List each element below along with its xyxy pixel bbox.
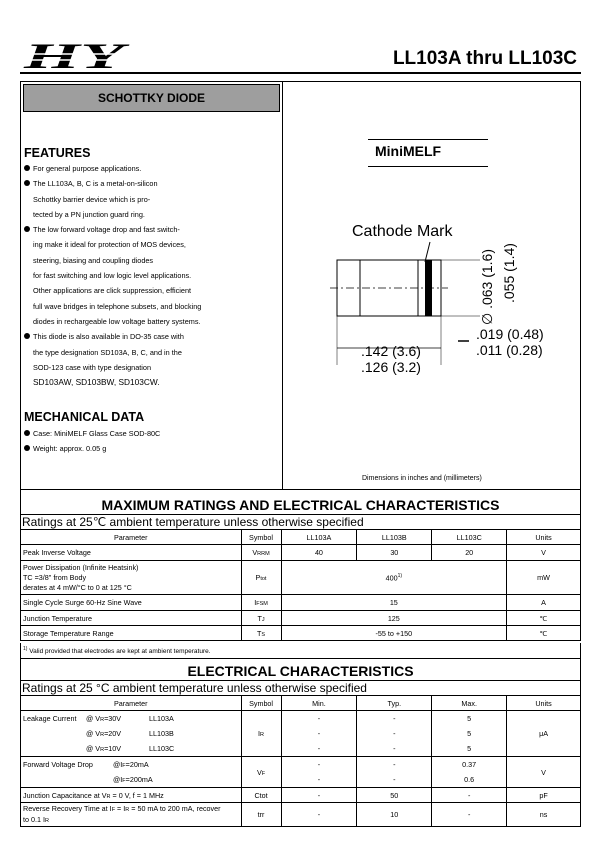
- feature-line: full wave bridges in telephone subsets, and blocking: [33, 301, 202, 311]
- package-name: MiniMELF: [375, 143, 442, 159]
- col-header: Units: [507, 696, 581, 711]
- length-dim-max: .142 (3.6): [361, 343, 421, 359]
- table-row: Storage Temperature Range TS -55 to +150 ℃: [21, 626, 581, 641]
- col-header: Units: [507, 530, 581, 545]
- diameter-dim-2: .055 (1.4): [501, 243, 517, 303]
- endcap-dim-min: .011 (0.28): [476, 342, 543, 358]
- mech-item: Weight: approx. 0.05 g: [24, 441, 160, 456]
- package-rule-top: [368, 139, 488, 140]
- column-divider: [282, 82, 283, 489]
- bullet-icon: [24, 180, 30, 186]
- electrical-title: ELECTRICAL CHARACTERISTICS: [187, 663, 414, 679]
- col-header: Typ.: [357, 696, 432, 711]
- col-header: Symbol: [241, 530, 281, 545]
- feature-line: Other applications are click suppression, efficient: [33, 286, 192, 296]
- ratings-conditions: Ratings at 25℃ ambient temperature unless otherwise specified: [22, 515, 364, 529]
- table-row: Leakage Current @ VR=30V LL103A @ VR=20V LL103B @ VR=10V LL103C IR - - - - - - 5 5 5 μA: [21, 711, 581, 757]
- table-row: Junction Capacitance at VR = 0 V, f = 1 MHz Ctot - 50 - pF: [21, 788, 581, 803]
- endcap-dim-max: .019 (0.48): [476, 326, 544, 342]
- mechanical-list: [24, 426, 160, 456]
- feature-line: SOD-123 case with type designation: [33, 362, 152, 372]
- table-row: Reverse Recovery Time at IF = IR = 50 mA to 200 mA, recover to 0.1 IR trr - 10 - ns: [21, 803, 581, 827]
- package-rule-bottom: [368, 166, 488, 167]
- feature-line: Schottky barrier device which is pro-: [33, 194, 151, 204]
- table-row: Peak Inverse Voltage VRRM 40 30 20 V: [21, 545, 581, 561]
- feature-line: The LL103A, B, C is a metal-on-silicon: [24, 176, 280, 191]
- col-header: Min.: [281, 696, 357, 711]
- feature-line: for fast switching and low logic level applications.: [33, 271, 192, 281]
- bullet-icon: [24, 226, 30, 232]
- cathode-mark-label: Cathode Mark: [352, 223, 453, 240]
- header-rule: [20, 72, 581, 74]
- cathode-leader: [425, 242, 430, 262]
- package-outline-drawing: [330, 215, 570, 385]
- col-header: LL103A: [281, 530, 357, 545]
- mechanical-title: MECHANICAL DATA: [24, 410, 145, 424]
- mech-item: Case: MiniMELF Glass Case SOD-80C: [24, 426, 160, 441]
- device-banner: SCHOTTKY DIODE: [23, 84, 280, 112]
- diameter-dim-1: ∅ .063 (1.6): [479, 248, 495, 325]
- bullet-icon: [24, 333, 30, 339]
- electrical-table: [20, 695, 581, 827]
- feature-line: ing make it ideal for protection of MOS devices,: [33, 240, 186, 250]
- bullet-icon: [24, 430, 30, 436]
- logo-text: HY: [22, 40, 131, 74]
- bullet-icon: [24, 445, 30, 451]
- feature-line: For general purpose applications.: [24, 161, 280, 176]
- table-row: Power Dissipation (Infinite Heatsink) TC =3/8" from Body derates at 4 mW/°C to 0 at 125 °C Ptot 400$^{1)}$ mW: [21, 561, 581, 595]
- table-row: Forward Voltage Drop @IF=20mA @IF=200mA VF - - - - 0.37 0.6 V: [21, 757, 581, 788]
- features-title: FEATURES: [24, 146, 91, 160]
- dimensions-note: Dimensions in inches and (millimeters): [362, 475, 482, 482]
- col-header: LL103B: [357, 530, 432, 545]
- col-header: Parameter: [21, 530, 242, 545]
- hy-logo: [22, 40, 132, 74]
- feature-line: steering, biasing and coupling diodes: [33, 255, 154, 265]
- length-dim-min: .126 (3.2): [361, 359, 421, 375]
- feature-line: the type designation SD103A, B, C, and in the: [33, 347, 182, 357]
- document-title: LL103A thru LL103C: [392, 48, 577, 69]
- features-list: [24, 161, 280, 390]
- feature-line: This diode is also available in DO-35 case with: [24, 329, 280, 344]
- table-header-row: [21, 696, 581, 711]
- ratings-table: [20, 529, 581, 641]
- feature-line: SD103AW, SD103BW, SD103CW.: [33, 377, 160, 388]
- table-row: Single Cycle Surge 60-Hz Sine Wave IFSM 15 A: [21, 595, 581, 611]
- col-header: Symbol: [241, 696, 281, 711]
- ratings-title: MAXIMUM RATINGS AND ELECTRICAL CHARACTERISTICS: [101, 497, 500, 513]
- table-row: Junction Temperature TJ 125 ℃: [21, 611, 581, 626]
- col-header: Parameter: [21, 696, 242, 711]
- bullet-icon: [24, 165, 30, 171]
- ratings-footnote: $^{1)}$ Valid provided that electrodes are kept at ambient temperature.: [20, 643, 581, 659]
- feature-line: tected by a PN junction guard ring.: [33, 209, 145, 219]
- table-header-row: [21, 530, 581, 545]
- electrical-conditions: Ratings at 25 °C ambient temperature unless otherwise specified: [22, 681, 367, 695]
- col-header: LL103C: [432, 530, 507, 545]
- col-header: Max.: [432, 696, 507, 711]
- feature-line: The low forward voltage drop and fast switch-: [24, 222, 280, 237]
- feature-line: diodes in rechargeable low voltage battery systems.: [33, 316, 201, 326]
